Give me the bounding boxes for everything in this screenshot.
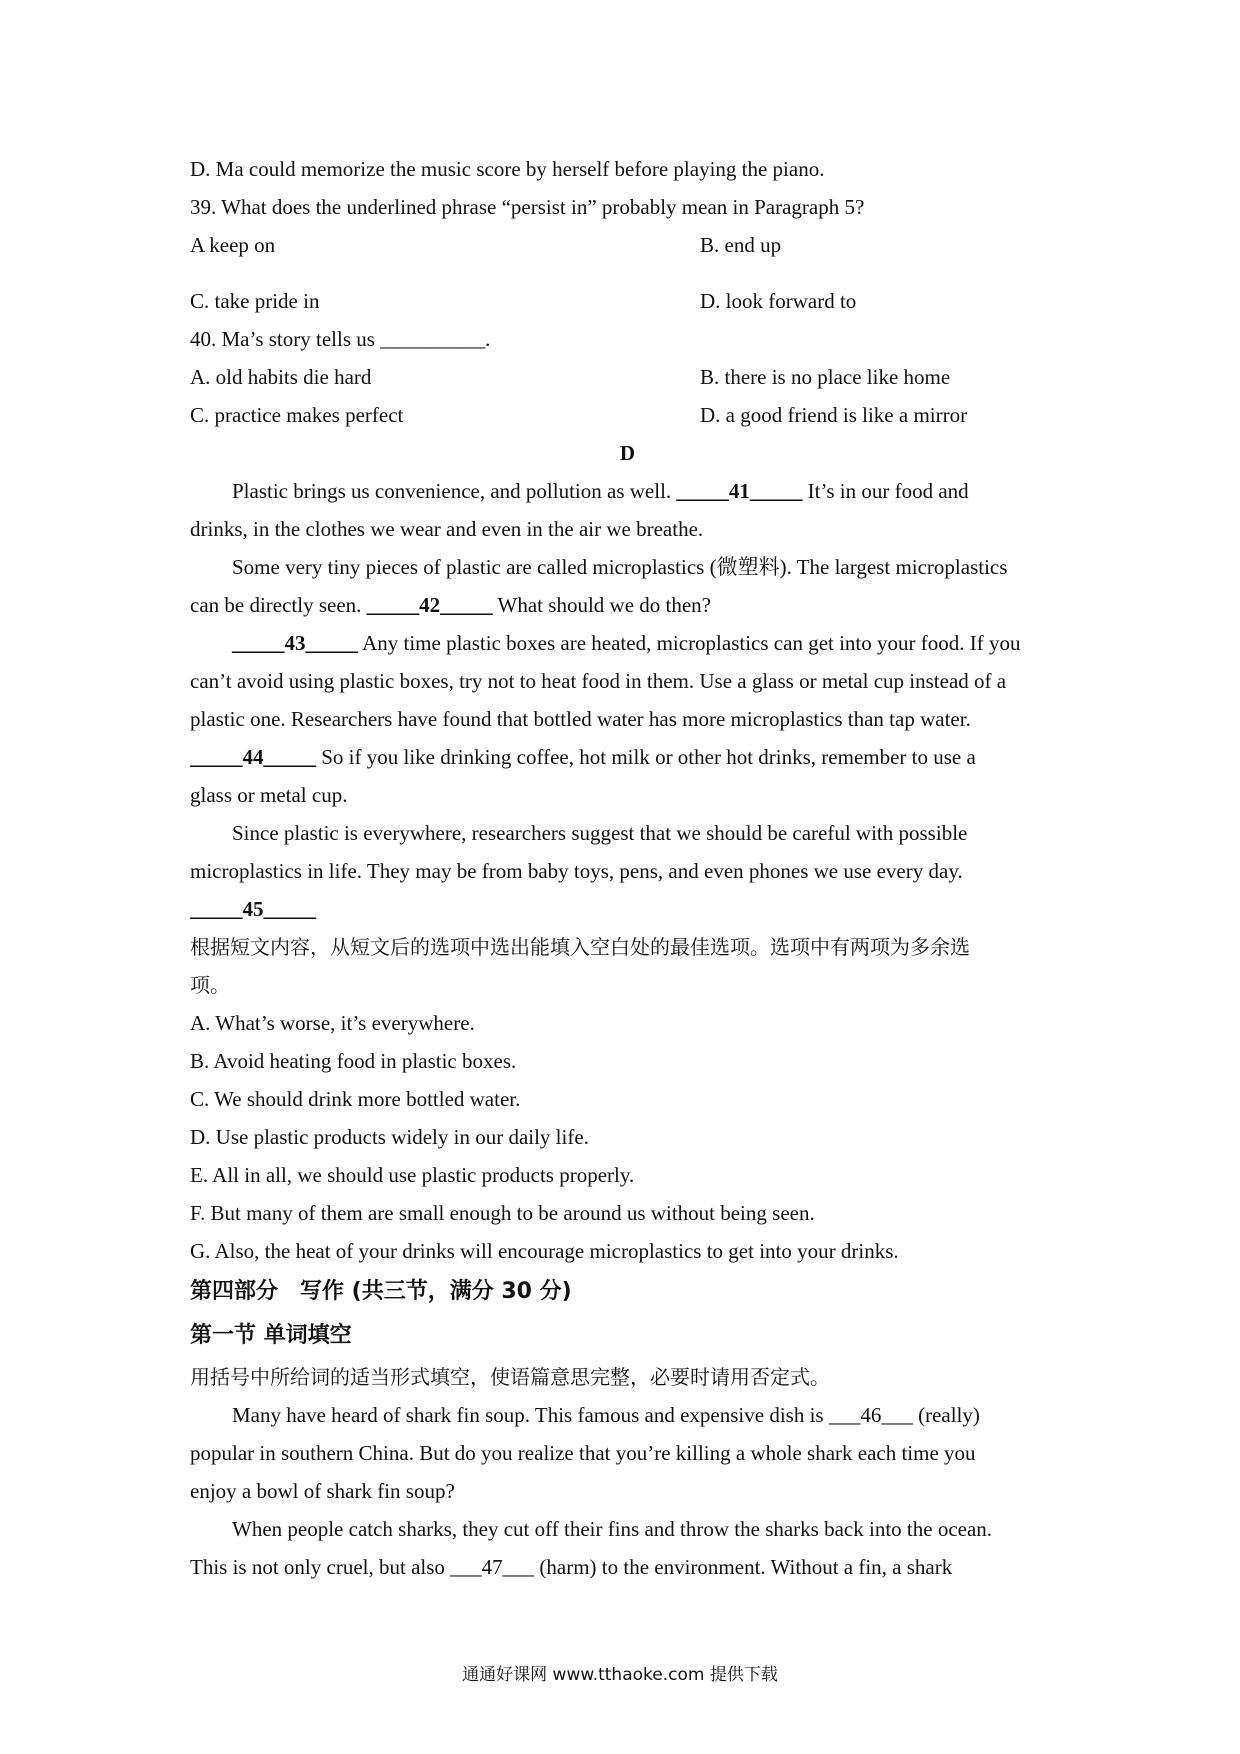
- option-d: D. Use plastic products widely in our daily life.: [190, 1125, 589, 1149]
- section-d-title: D: [619, 441, 636, 465]
- part4-p1-line1: [190, 1396, 1065, 1434]
- part4-heading: 第四部分 写作 (共三节，满分 30 分): [190, 1279, 572, 1304]
- passage-d-p3-line1: [190, 624, 1065, 662]
- q38-option-d: D. Ma could memorize the music score by herself before playing the piano.: [190, 157, 825, 181]
- text: So if you like drinking coffee, hot milk or other hot drinks, remember to use a: [316, 745, 976, 769]
- text: can be directly seen.: [190, 593, 367, 617]
- q40-option-c: C. practice makes perfect: [190, 403, 404, 427]
- option-c: C. We should drink more bottled water.: [190, 1087, 521, 1111]
- blank-42: _____42_____: [366, 593, 493, 617]
- option-g: G. Also, the heat of your drinks will encourage microplastics to get into your drinks.: [190, 1239, 899, 1263]
- q39-option-b: B. end up: [700, 233, 782, 257]
- blank-41: _____41_____: [676, 479, 803, 503]
- passage-d-p3-line5: glass or metal cup.: [190, 783, 348, 807]
- q40-option-d: D. a good friend is like a mirror: [700, 403, 968, 427]
- q39-option-d: D. look forward to: [700, 289, 857, 313]
- part4-p1-line3: enjoy a bowl of shark fin soup?: [190, 1479, 455, 1503]
- part4-p2-line2: [190, 1548, 1065, 1586]
- q40-stem-text: 40. Ma’s story tells us: [190, 327, 381, 351]
- blank-44: _____44_____: [190, 745, 316, 769]
- q40-options-row1: [190, 358, 1065, 396]
- q39-option-c: C. take pride in: [190, 289, 320, 313]
- q39-options-row2: [190, 282, 1065, 320]
- q40-option-b: B. there is no place like home: [700, 365, 951, 389]
- section-d-instruction-line2: 项。: [190, 973, 230, 997]
- q39-option-a: A keep on: [190, 233, 276, 257]
- blank-45: _____45_____: [190, 897, 316, 921]
- text: What should we do then?: [492, 593, 711, 617]
- passage-d-p3-line4: [190, 738, 1065, 776]
- page-footer: 通通好课网 www.tthaoke.com 提供下载: [462, 1665, 778, 1685]
- passage-d-p2-line1: Some very tiny pieces of plastic are called microplastics (微塑料). The largest microplastics: [232, 555, 1008, 579]
- option-f: F. But many of them are small enough to be around us without being seen.: [190, 1201, 815, 1225]
- q40-option-a: A. old habits die hard: [190, 365, 372, 389]
- text: (really): [912, 1403, 980, 1427]
- passage-d-p4-line3: [190, 890, 1065, 928]
- q40-stem: [190, 320, 1065, 358]
- q39-stem: 39. What does the underlined phrase “persist in” probably mean in Paragraph 5?: [190, 195, 865, 219]
- text: Plastic brings us convenience, and pollution as well.: [232, 479, 677, 503]
- text: It’s in our food and: [802, 479, 969, 503]
- passage-d-p1-line1: [190, 472, 1065, 510]
- part4-instruction: 用括号中所给词的适当形式填空，使语篇意思完整，必要时请用否定式。: [190, 1365, 830, 1389]
- text: Any time plastic boxes are heated, microplastics can get into your food. If you: [358, 631, 1021, 655]
- passage-d-p4-line2: microplastics in life. They may be from baby toys, pens, and even phones we use every day.: [190, 859, 963, 883]
- part4-subheading: 第一节 单词填空: [190, 1323, 352, 1348]
- part4-p1-line2: popular in southern China. But do you realize that you’re killing a whole shark each time you: [190, 1441, 976, 1465]
- passage-d-p2-line2: [190, 586, 1065, 624]
- text: Many have heard of shark fin soup. This famous and expensive dish is: [232, 1403, 829, 1427]
- passage-d-p4-line1: Since plastic is everywhere, researchers suggest that we should be careful with possible: [232, 821, 968, 845]
- q40-options-row2: [190, 396, 1065, 434]
- option-b: B. Avoid heating food in plastic boxes.: [190, 1049, 517, 1073]
- passage-d-p3-line3: plastic one. Researchers have found that bottled water has more microplastics than tap water.: [190, 707, 971, 731]
- exam-page: [190, 150, 1065, 1586]
- part4-p2-line1: When people catch sharks, they cut off their fins and throw the sharks back into the ocean.: [232, 1517, 993, 1541]
- blank-43: _____43_____: [232, 631, 358, 655]
- section-d-instruction-line1: 根据短文内容，从短文后的选项中选出能填入空白处的最佳选项。选项中有两项为多余选: [190, 935, 970, 959]
- blank-46: ___46___: [828, 1403, 913, 1427]
- q40-stem-end: .: [485, 327, 491, 351]
- option-e: E. All in all, we should use plastic products properly.: [190, 1163, 635, 1187]
- text: (harm) to the environment. Without a fin, a shark: [534, 1555, 953, 1579]
- text: This is not only cruel, but also: [190, 1555, 451, 1579]
- q39-options-row1: [190, 226, 1065, 264]
- passage-d-p1-line2: drinks, in the clothes we wear and even in the air we breathe.: [190, 517, 704, 541]
- q40-blank: __________: [380, 327, 486, 351]
- passage-d-p3-line2: can’t avoid using plastic boxes, try not to heat food in them. Use a glass or metal cup instead of a: [190, 669, 1007, 693]
- blank-47: ___47___: [450, 1555, 535, 1579]
- option-a: A. What’s worse, it’s everywhere.: [190, 1011, 475, 1035]
